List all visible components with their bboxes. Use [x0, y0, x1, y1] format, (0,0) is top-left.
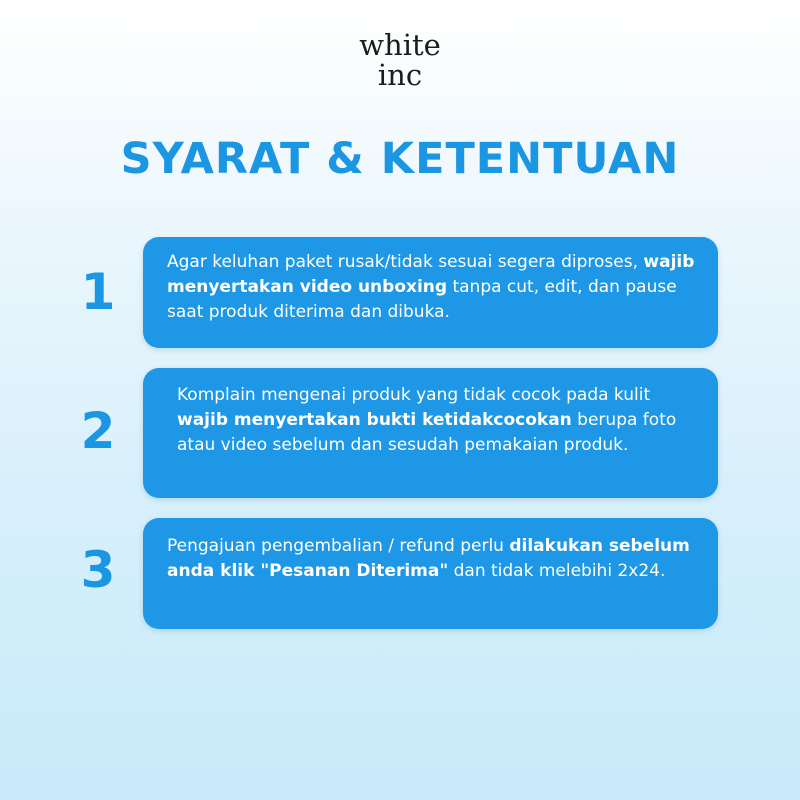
- brand-logo: [0, 30, 800, 90]
- item-text: berupa foto atau video sebelum dan sesudah pemakaian produk.: [177, 410, 677, 455]
- brand-logo-line2: inc: [377, 58, 423, 92]
- item-text: tanpa cut, edit, dan pause saat produk diterima dan dibuka.: [167, 277, 677, 322]
- item-text: dan tidak melebihi 2x24.: [448, 561, 666, 581]
- item-text: Komplain mengenai produk yang tidak cocok pada kulit: [177, 385, 651, 405]
- item-number: 3: [80, 541, 116, 599]
- item-card: [143, 237, 718, 348]
- item-text: Pengajuan pengembalian / refund perlu: [167, 536, 510, 556]
- item-text-bold: wajib menyertakan bukti ketidakcocokan: [177, 410, 572, 430]
- item-number: 1: [80, 263, 116, 321]
- page-title: SYARAT & KETENTUAN: [120, 134, 680, 184]
- brand-logo-line1: white: [359, 28, 441, 62]
- item-number: 2: [80, 402, 116, 460]
- item-text-bold: wajib menyertakan video unboxing: [167, 252, 695, 297]
- item-card: [143, 518, 718, 629]
- item-text-bold: dilakukan sebelum anda klik "Pesanan Diterima": [167, 536, 690, 581]
- item-text: Agar keluhan paket rusak/tidak sesuai segera diproses,: [167, 252, 644, 272]
- item-card: [143, 368, 718, 498]
